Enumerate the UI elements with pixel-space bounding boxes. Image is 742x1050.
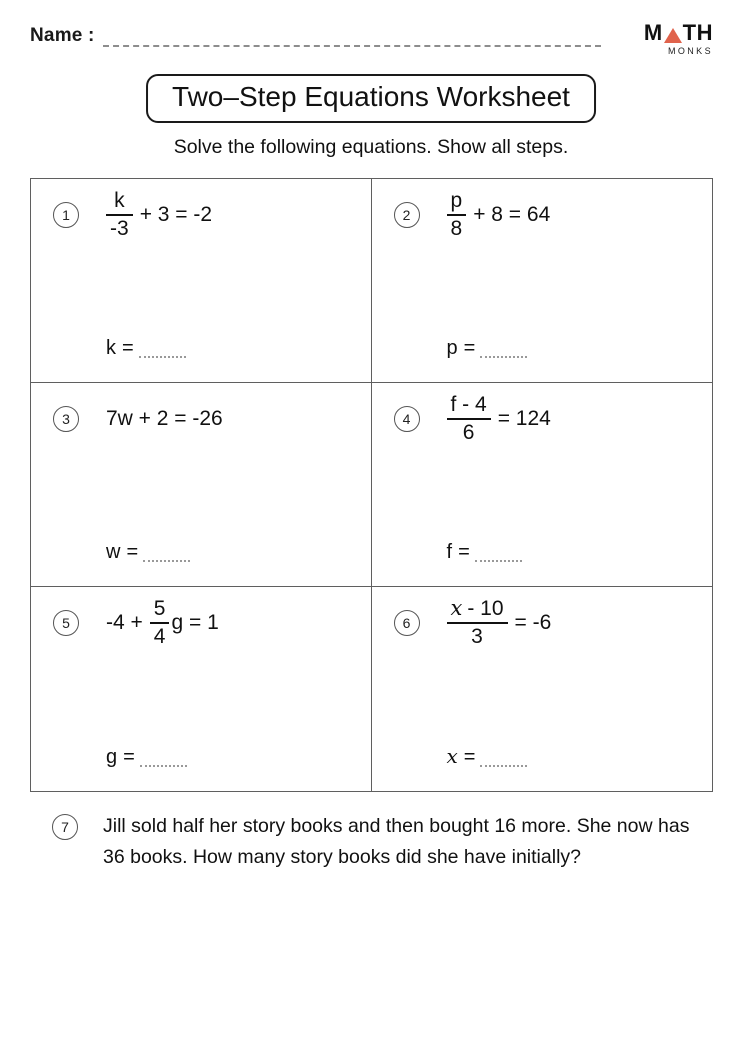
equation-after: + 8 = 64 [473, 203, 551, 226]
problem-number: 7 [52, 814, 78, 840]
equation [447, 393, 551, 444]
logo-text-right: TH [682, 20, 713, 45]
logo-wordmark [644, 22, 713, 44]
logo-triangle-icon [664, 28, 682, 43]
name-blank-line[interactable] [103, 31, 601, 47]
answer-variable: w [106, 541, 121, 563]
answer-blank-line[interactable] [475, 560, 522, 562]
problem-cell-6 [372, 587, 713, 791]
equals-sign: = [463, 746, 476, 768]
answer-blank-line[interactable] [143, 560, 190, 562]
fraction: $\frac{k}{-3}$ [106, 189, 133, 240]
problem-number: 4 [394, 406, 420, 432]
answer-row [447, 541, 522, 564]
problem-number: 2 [394, 202, 420, 228]
equation-before: -4 + [106, 611, 143, 634]
answer-row [447, 744, 528, 769]
math-monks-logo [644, 22, 713, 56]
equation-after: g = 1 [171, 611, 219, 634]
worksheet-title: Two–Step Equations Worksheet [172, 81, 570, 112]
problem-number: 6 [394, 610, 420, 636]
instructions: Solve the following equations. Show all steps. [173, 136, 569, 158]
answer-row [106, 337, 186, 360]
equals-sign: = [126, 541, 139, 563]
problem-number: 5 [53, 610, 79, 636]
equals-sign: = [458, 541, 470, 563]
answer-blank-line[interactable] [480, 765, 527, 767]
equation [106, 189, 212, 240]
equation-after: = -6 [514, 611, 552, 634]
logo-text-left: M [643, 20, 663, 45]
fraction: x - 10 3 [447, 597, 508, 648]
answer-blank-line[interactable] [480, 356, 527, 358]
problem-cell-4 [372, 383, 713, 587]
problem-number: 3 [53, 406, 79, 432]
equals-sign: = [122, 337, 134, 359]
name-label: Name : [30, 25, 95, 46]
answer-variable: g [106, 746, 118, 768]
name-field-row [30, 25, 601, 47]
logo-subtext: MONKS [667, 46, 713, 56]
fraction: $\frac{f - 4}{6}$ [447, 393, 491, 444]
equals-sign: = [123, 746, 135, 768]
equation-text: 7w + 2 = -26 [106, 407, 223, 430]
numerator-rest: - 10 [467, 597, 504, 621]
worksheet-title-box [146, 74, 596, 123]
answer-variable: x [446, 744, 458, 768]
answer-variable: p [446, 337, 458, 359]
problem-cell-3 [31, 383, 372, 587]
word-problem-line-1: Jill sold half her story books and then bought 16 more. She now has [103, 815, 690, 837]
equals-sign: = [463, 337, 476, 359]
problem-cell-1 [31, 179, 372, 383]
numerator-variable: x [450, 596, 463, 621]
equation [106, 597, 219, 648]
equation [447, 597, 552, 648]
problem-number: 1 [53, 202, 79, 228]
fraction: $\frac{5}{4}$ [150, 597, 170, 648]
answer-row [447, 337, 528, 360]
answer-blank-line[interactable] [140, 765, 187, 767]
fraction: $\frac{p}{8}$ [447, 189, 467, 240]
word-problem [52, 811, 689, 873]
answer-variable: f [446, 541, 453, 563]
answer-row [106, 541, 190, 564]
word-problem-text [103, 811, 689, 873]
problem-cell-2 [372, 179, 713, 383]
answer-row [106, 746, 187, 769]
problem-cell-5 [31, 587, 372, 791]
equation [447, 189, 551, 240]
word-problem-line-2: 36 books. How many story books did she have initially? [103, 846, 581, 868]
equation-after: = 124 [497, 407, 551, 430]
answer-blank-line[interactable] [139, 356, 186, 358]
equation [106, 407, 223, 431]
answer-variable: k [106, 337, 116, 359]
equation-after: + 3 = -2 [139, 203, 213, 226]
problem-grid [30, 178, 713, 792]
